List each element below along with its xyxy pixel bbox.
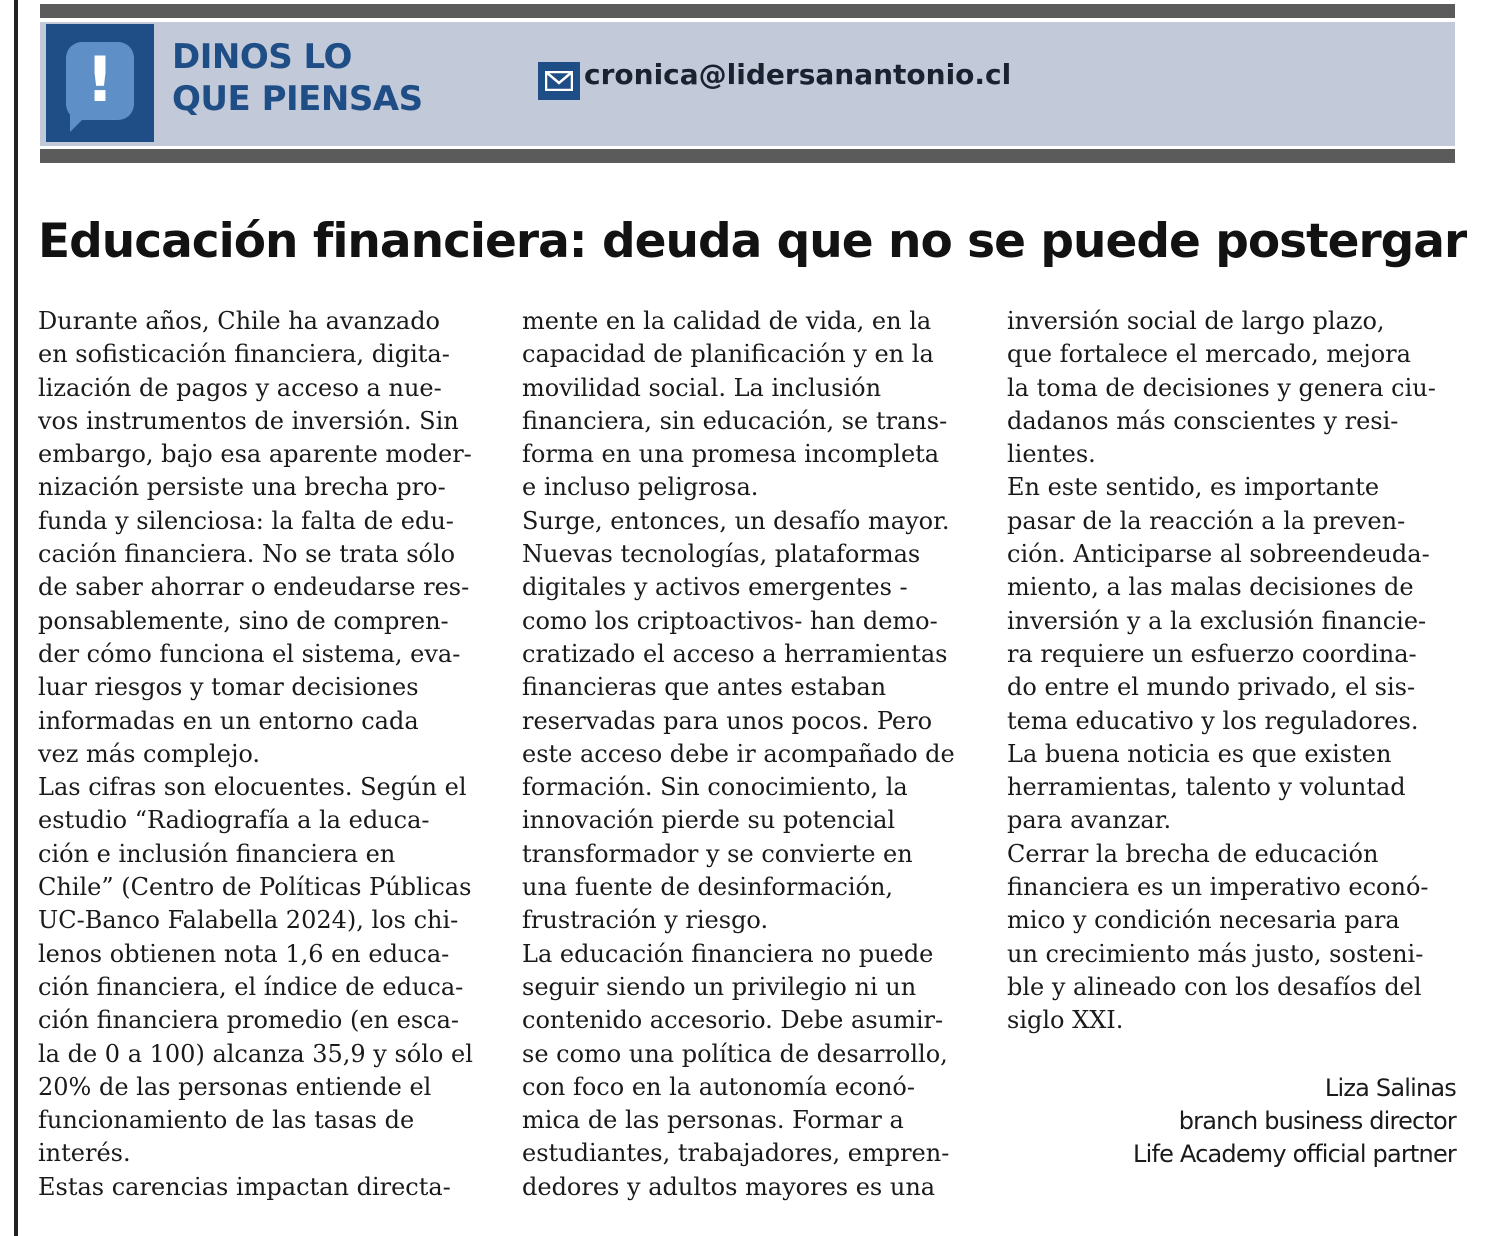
body-text-line: reservadas para unos pocos. Pero xyxy=(522,706,933,735)
author-name: Liza Salinas xyxy=(1324,1074,1456,1102)
body-text-line: funcionamiento de las tasas de xyxy=(38,1106,415,1135)
body-text-line: embargo, bajo esa aparente moder- xyxy=(38,440,472,469)
body-text-line: miento, a las malas decisiones de xyxy=(1007,573,1414,602)
body-text-line: tema educativo y los reguladores. xyxy=(1007,706,1419,735)
article-column-3 xyxy=(1007,305,1457,1038)
body-text-line: inversión y a la exclusión financie- xyxy=(1007,606,1427,635)
body-text-line: ción. Anticiparse al sobreendeuda- xyxy=(1007,540,1430,569)
header-bottom-bar xyxy=(40,149,1455,163)
article-column-1 xyxy=(38,305,503,1204)
body-text-line: herramientas, talento y voluntad xyxy=(1007,773,1406,802)
author-role: branch business director xyxy=(1178,1107,1456,1135)
body-text-line: financiera, sin educación, se trans- xyxy=(522,406,948,435)
body-text-line: ción financiera promedio (en esca- xyxy=(38,1006,460,1035)
body-text-line: ción financiera, el índice de educa- xyxy=(38,972,464,1001)
body-text-line: siglo XXI. xyxy=(1007,1006,1124,1035)
body-text-line: Chile” (Centro de Políticas Públicas xyxy=(38,873,472,902)
body-text-line: capacidad de planificación y en la xyxy=(522,340,934,369)
body-text-line: lización de pagos y acceso a nue- xyxy=(38,373,442,402)
body-text-line: UC-Banco Falabella 2024), los chi- xyxy=(38,906,459,935)
section-title xyxy=(172,36,423,120)
body-text-line: inversión social de largo plazo, xyxy=(1007,307,1385,335)
exclamation-mark: ! xyxy=(85,43,115,116)
body-text-line: lenos obtienen nota 1,6 en educa- xyxy=(38,939,450,968)
header-top-bar xyxy=(40,4,1455,18)
article-headline: Educación financiera: deuda que no se puede postergar xyxy=(38,214,1467,269)
body-text-line: vos instrumentos de inversión. Sin xyxy=(38,406,459,435)
author-signature xyxy=(1133,1072,1456,1171)
page-margin-rule xyxy=(14,0,18,1236)
body-text-line: frustración y riesgo. xyxy=(522,906,769,935)
body-text-line: Durante años, Chile ha avanzado xyxy=(38,307,440,335)
body-text-line: cratizado el acceso a herramientas xyxy=(522,639,948,668)
author-organization: Life Academy official partner xyxy=(1133,1140,1456,1168)
body-text-line: con foco en la autonomía econó- xyxy=(522,1072,915,1101)
section-title-line2: QUE PIENSAS xyxy=(172,79,423,119)
body-text-line: seguir siendo un privilegio ni un xyxy=(522,972,917,1001)
body-text-line: de saber ahorrar o endeudarse res- xyxy=(38,573,470,602)
body-text-line: movilidad social. La inclusión xyxy=(522,373,882,402)
body-text-line: en sofisticación financiera, digita- xyxy=(38,340,450,369)
body-text-line: 20% de las personas entiende el xyxy=(38,1072,432,1101)
body-text-line: ble y alineado con los desafíos del xyxy=(1007,972,1422,1001)
body-text-line: como los criptoactivos- han demo- xyxy=(522,606,938,635)
body-text-line: mente en la calidad de vida, en la xyxy=(522,307,932,335)
body-text-line: para avanzar. xyxy=(1007,806,1172,835)
body-text-line: La buena noticia es que existen xyxy=(1007,739,1392,768)
body-text-line: Cerrar la brecha de educación xyxy=(1007,839,1379,868)
article-column-2 xyxy=(522,305,992,1204)
section-title-line1: DINOS LO xyxy=(172,37,352,77)
body-text-line: cación financiera. No se trata sólo xyxy=(38,540,456,569)
speech-bubble-exclamation-icon xyxy=(46,24,154,142)
body-text-line: ción e inclusión financiera en xyxy=(38,839,396,868)
body-text-line: nización persiste una brecha pro- xyxy=(38,473,446,502)
body-text-line: contenido accesorio. Debe asumir- xyxy=(522,1006,944,1035)
body-text-line: La educación financiera no puede xyxy=(522,939,934,968)
body-text-line: financiera es un imperativo econó- xyxy=(1007,873,1429,902)
body-text-line: luar riesgos y tomar decisiones xyxy=(38,673,419,702)
body-text-line: Estas carencias impactan directa- xyxy=(38,1172,451,1201)
body-text-line: Surge, entonces, un desafío mayor. xyxy=(522,506,950,535)
body-text-line: financieras que antes estaban xyxy=(522,673,887,702)
body-text-line: estudiantes, trabajadores, empren- xyxy=(522,1139,950,1168)
body-text-line: formación. Sin conocimiento, la xyxy=(522,773,908,802)
body-text-line: Nuevas tecnologías, plataformas xyxy=(522,540,921,569)
body-text-line: interés. xyxy=(38,1139,131,1168)
body-text-line: se como una política de desarrollo, xyxy=(522,1039,948,1068)
body-text-line: forma en una promesa incompleta xyxy=(522,440,940,469)
body-text-line: este acceso debe ir acompañado de xyxy=(522,739,955,768)
body-text-line: e incluso peligrosa. xyxy=(522,473,759,502)
body-text-line: mica de las personas. Formar a xyxy=(522,1106,904,1135)
body-text-line: En este sentido, es importante xyxy=(1007,473,1380,502)
body-text-line: estudio “Radiografía a la educa- xyxy=(38,806,430,835)
body-text-line: informadas en un entorno cada xyxy=(38,706,419,735)
body-text-line: que fortalece el mercado, mejora xyxy=(1007,340,1411,369)
body-text-line: mico y condición necesaria para xyxy=(1007,906,1400,935)
body-text-line: dedores y adultos mayores es una xyxy=(522,1172,936,1201)
body-text-line: Las cifras son elocuentes. Según el xyxy=(38,773,467,802)
body-text-line: un crecimiento más justo, sosteni- xyxy=(1007,939,1424,968)
body-text-line: innovación pierde su potencial xyxy=(522,806,896,835)
body-text-line: una fuente de desinformación, xyxy=(522,873,894,902)
email-address[interactable]: cronica@lidersanantonio.cl xyxy=(584,58,1012,91)
body-text-line: do entre el mundo privado, el sis- xyxy=(1007,673,1416,702)
envelope-icon xyxy=(538,62,580,100)
body-text-line: funda y silenciosa: la falta de edu- xyxy=(38,506,454,535)
body-text-line: lientes. xyxy=(1007,440,1096,469)
body-text-line: ra requiere un esfuerzo coordina- xyxy=(1007,639,1417,668)
body-text-line: la de 0 a 100) alcanza 35,9 y sólo el xyxy=(38,1039,473,1068)
body-text-line: dadanos más conscientes y resi- xyxy=(1007,406,1399,435)
body-text-line: vez más complejo. xyxy=(38,739,261,768)
body-text-line: ponsablemente, sino de compren- xyxy=(38,606,449,635)
body-text-line: digitales y activos emergentes - xyxy=(522,573,908,602)
body-text-line: der cómo funciona el sistema, eva- xyxy=(38,639,461,668)
body-text-line: la toma de decisiones y genera ciu- xyxy=(1007,373,1436,402)
body-text-line: transformador y se convierte en xyxy=(522,839,913,868)
body-text-line: pasar de la reacción a la preven- xyxy=(1007,506,1406,535)
